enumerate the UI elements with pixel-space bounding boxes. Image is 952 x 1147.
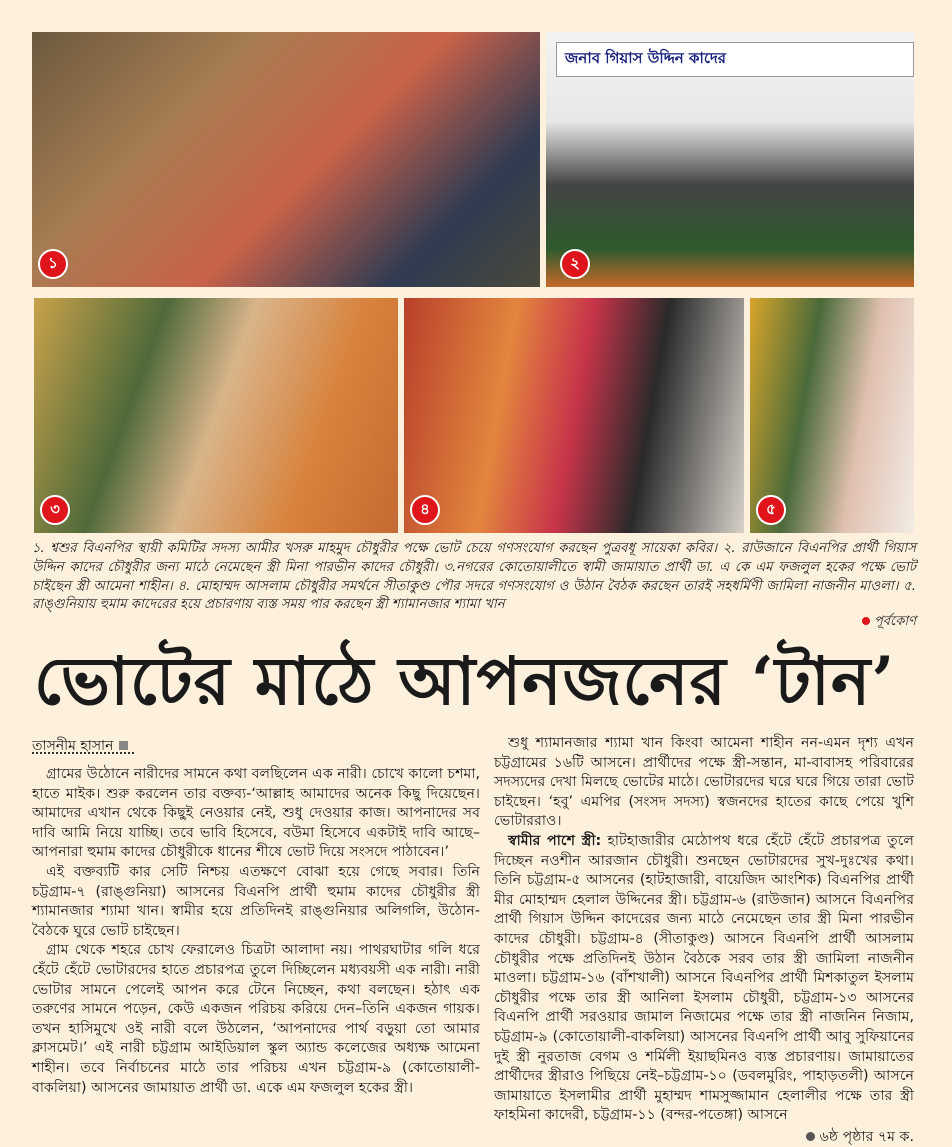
paragraph: গ্রামের উঠোনে নারীদের সামনে কথা বলছিলেন এক নারী। চোখে কালো চশমা, হাতে মাইক। শুরু করলেন তার বক্তব্য-‘আল্লাহ আমাদের অনেক কিছু দিয়েছেন। আমাদের এখান থেকে কিছুই নেওয়ার নেই, শুধু দেওয়ার কাজ। আপনাদের সব দাবি আমি নিয়ে যাচ্ছি। তবে ভাবি হিসেবে, বউমা হিসেবে একটাই দাবি আছে–আপনারা হুমাম কাদের চৌধুরীকে ধানের শীষে ভোট দিয়ে সংসদে পাঠাবেন।’ <box>32 766 480 861</box>
photo-3 <box>34 298 398 533</box>
photo-number-badge: ১ <box>38 249 68 279</box>
paragraph: এই বক্তব্যটি কার সেটি নিশ্চয় এতক্ষণে বোঝা হয়ে গেছে সবার। তিনি চট্টগ্রাম-৭ (রাঙ্গুনিয়া) আসনের বিএনপি প্রার্থী হুমাম কাদের চৌধুরীর স্ত্রী শ্যামানজার শ্যামা খান। স্বামীর হয়ে প্রতিদিনই রাঙ্গুনিয়ার অলিগলি, উঠোন-বৈঠকে ঘুরে ভোট চাইছেন। <box>32 863 480 939</box>
paragraph: গ্রাম থেকে শহরে চোখ ফেরালেও চিত্রটা আলাদা নয়। পাথরঘাটার গলি ধরে হেঁটে হেঁটে ভোটারদের হাতে প্রচারপত্র তুলে দিচ্ছিলেন মধ্যবয়সী এক নারী। নারী ভোটার সামনে পেলেই আপন করে টেনে নিচ্ছেন, কথা বলছেন। হঠাৎ এক তরুণের সামনে পড়েন, কেউ একজন পরিচয় করিয়ে দেন–তিনি একজন গায়ক। তখন হাসিমুখে ওই নারী বলে উঠলেন, ‘আপনাদের পার্থ বড়ুয়া তো আমার ক্লাসমেট।’ এই নারী চট্টগ্রাম আইডিয়াল স্কুল অ্যান্ড কলেজের অধ্যক্ষ আমেনা শাহীন। তবে নির্বাচনের মাঠে তার পরিচয় এখন চট্টগ্রাম-৯ (কোতোয়ালী-বাকলিয়া) আসনের জামায়াত প্রার্থী ডা. একে এম ফজলুল হকের স্ত্রী। <box>32 942 480 1096</box>
photo-number-badge: ৫ <box>756 495 786 525</box>
continued-text: ৬ষ্ঠ পৃষ্ঠার ৭ম ক. <box>819 1128 914 1145</box>
byline-divider <box>32 752 134 754</box>
headline: ভোটের মাঠে আপনজনের ‘টান’ <box>34 642 896 720</box>
photo-number-badge: ৪ <box>410 495 440 525</box>
photo-number-badge: ২ <box>560 249 590 279</box>
photo-banner-text: জনাব গিয়াস উদ্দিন কাদের <box>556 42 914 77</box>
continued-on <box>494 1128 914 1147</box>
photo-credit-text: পূর্বকোণ <box>873 614 916 629</box>
subheading: স্বামীর পাশে স্ত্রী: <box>508 832 602 849</box>
photo-5 <box>750 298 914 533</box>
paragraph: শুধু শ্যামানজার শ্যামা খান কিংবা আমেনা শাহীন নন-এমন দৃশ্য এখন চট্টগ্রামের ১৬টি আসনে। প্রার্থীদের পক্ষে স্ত্রী-সন্তান, মা-বাবাসহ পরিবারের সদস্যদের দেখা মিলছে ভোটের মাঠে। ভোটারদের ঘরে ঘরে গিয়ে তারা ভোট চাইছেন। ‘হবু’ এমপির (সংসদ সদস্য) স্বজনদের হাতের কাছে পেয়ে খুশি ভোটাররাও। <box>494 735 914 830</box>
photo-number-badge: ৩ <box>40 495 70 525</box>
square-icon <box>119 741 128 750</box>
photo-4 <box>404 298 744 533</box>
article-column-right <box>494 734 914 1147</box>
photo-1 <box>32 32 540 287</box>
bullet-icon <box>862 617 870 625</box>
article-column-left <box>32 765 480 1098</box>
paragraph-text: হাটহাজারীর মেঠোপথ ধরে হেঁটে হেঁটে প্রচারপত্র তুলে দিচ্ছেন নওশীন আরজান চৌধুরী। শুনছেন ভোটারদের সুখ-দুঃখের কথা। তিনি চট্টগ্রাম-৫ আসনের (হাটহাজারী, বায়েজিদ আংশিক) বিএনপির প্রার্থী মীর মোহাম্মদ হেলাল উদ্দিনের স্ত্রী। চট্টগ্রাম-৬ (রাউজান) আসনে বিএনপির প্রার্থী গিয়াস উদ্দিন কাদেরের জন্য মাঠে নেমেছেন তার স্ত্রী মিনা পারভীন কাদের চৌধুরী। চট্টগ্রাম-৪ (সীতাকুণ্ড) আসনে বিএনপি প্রার্থী আসলাম চৌধুরীর পক্ষে প্রতিদিনই উঠান বৈঠকে সরব তার স্ত্রী জামিলা নাজনীন মাওলা। চট্টগ্রাম-১৬ (বাঁশখালী) আসনে বিএনপির প্রার্থী মিশকাতুল ইসলাম চৌধুরীর পক্ষে তার স্ত্রী আনিলা ইসলাম চৌধুরী, চট্টগ্রাম-১৩ আসনের বিএনপি প্রার্থী সরওয়ার জামাল নিজামের পক্ষে তার স্ত্রী নাজনিন নিজাম, চট্টগ্রাম-৯ (কোতোয়ালী-বাকলিয়া) আসনের বিএনপি প্রার্থী আবু সুফিয়ানের দুই স্ত্রী নুরতাজ বেগম ও শর্মিলী ইয়াছমিনও ব্যস্ত প্রচারণায়। জামায়াতের প্রার্থীদের স্ত্রীরাও পিছিয়ে নেই–চট্টগ্রাম-১০ (ডবলমুরিং, পাহাড়তলী) আসনে জামায়াতে ইসলামীর প্রার্থী মুহাম্মদ শামসুজ্জামান হেলালীর পক্ষে তার স্ত্রী ফাহমিনা কাদেরী, চট্টগ্রাম-১১ (বন্দর-পতেঙ্গা) আসনে <box>494 832 914 1124</box>
photo-credit <box>862 612 916 633</box>
byline <box>32 734 128 758</box>
photo-caption: ১. শ্বশুর বিএনপির স্থায়ী কমিটির সদস্য আমীর খসরু মাহমুদ চৌধুরীর পক্ষে ভোট চেয়ে গণসংযোগ করছেন পুত্রবধূ সায়েকা কবির। ২. রাউজানে বিএনপির প্রার্থী গিয়াস উদ্দিন কাদের চৌধুরীর জন্য মাঠে নেমেছেন স্ত্রী মিনা পারভীন কাদের চৌধুরী। ৩.নগরের কোতোয়ালীতে স্বামী জামায়াত প্রার্থী ডা. এ কে এম ফজলুল হকের পক্ষে ভোট চাইছেন স্ত্রী আমেনা শাহীন। ৪. মোহাম্মদ আসলাম চৌধুরীর সমর্থনে সীতাকুণ্ড পৌর সদরে গণসংযোগ ও উঠান বৈঠক করছেন তারই সহধর্মিণী জামিলা নাজনীন মাওলা। ৫. রাঙ্গুনিয়ায় হুমাম কাদেরের হয়ে প্রচারণায় ব্যস্ত সময় পার করছেন স্ত্রী শ্যামানজার শ্যামা খান <box>32 541 916 613</box>
author-name: তাসনীম হাসান <box>32 738 114 754</box>
photo-2 <box>546 32 914 287</box>
paragraph <box>494 832 914 1126</box>
